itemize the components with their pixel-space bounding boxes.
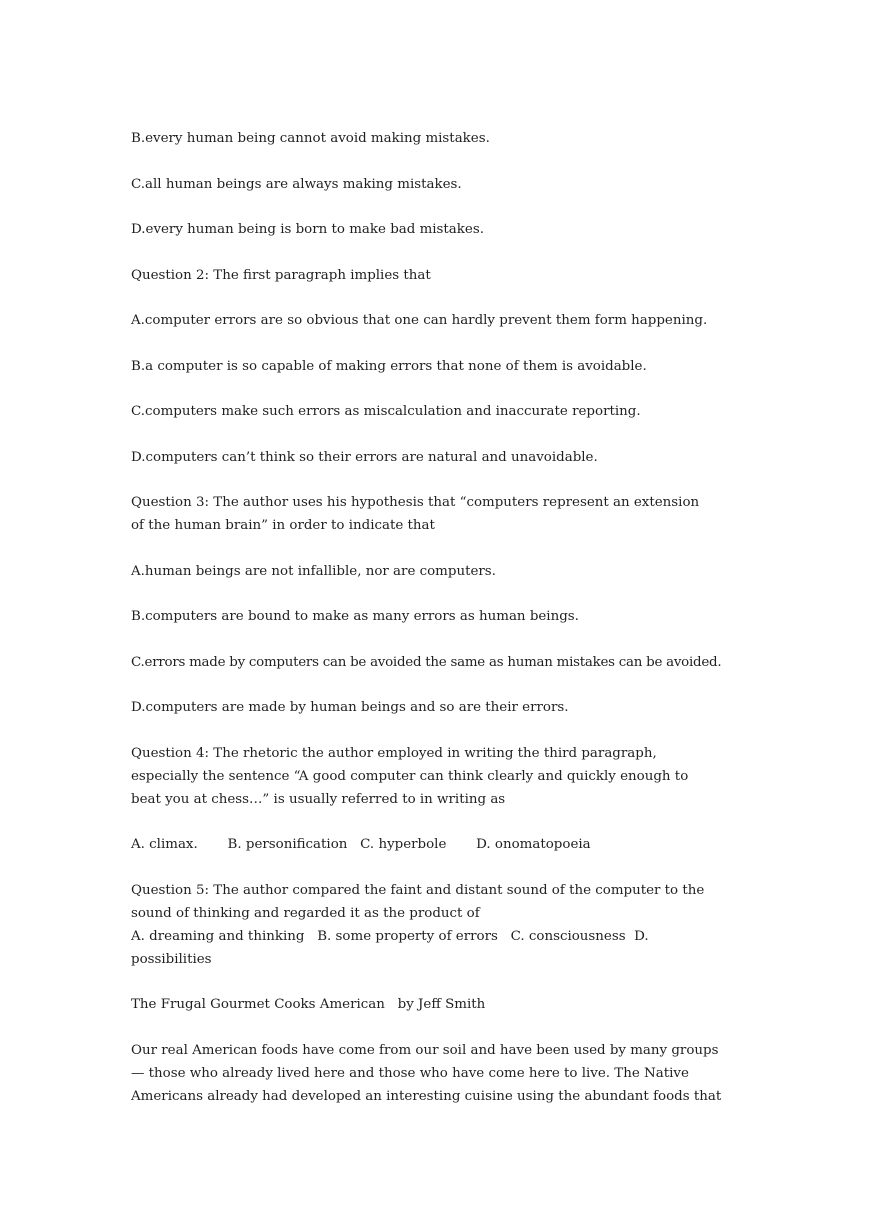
passage-line: Americans already had developed an interesting cuisine using the abundant foods that (131, 1088, 722, 1104)
passage-line: — those who already lived here and those who have come here to live. The Native (131, 1065, 689, 1081)
q1-option-d: D.every human being is born to make bad mistakes. (131, 222, 484, 237)
q1-option-c: C.all human beings are always making mistakes. (131, 176, 462, 192)
q2-option-a: A.computer errors are so obvious that one can hardly prevent them form happening. (131, 313, 708, 328)
passage-title: The Frugal Gourmet Cooks American by Jeff Smith (131, 997, 486, 1012)
q3-option-c: C.errors made by computers can be avoided the same as human mistakes can be avoided. (131, 654, 722, 670)
q3-stem-line: Question 3: The author uses his hypothesis that “computers represent an extension (131, 495, 700, 510)
q2-stem: Question 2: The first paragraph implies that (131, 267, 431, 283)
passage-paragraph (131, 1039, 741, 1108)
q3-stem (131, 491, 741, 537)
q5-options-line: A. dreaming and thinking B. some property of errors C. consciousness D. (131, 928, 649, 944)
q3-option-a: A.human beings are not infallible, nor are computers. (131, 563, 496, 579)
document-page (131, 127, 741, 1108)
q5-options-line: possibilities (131, 951, 212, 967)
q5-stem-line: Question 5: The author compared the faint and distant sound of the computer to the (131, 882, 705, 898)
q4-stem (131, 742, 741, 811)
q5-block (131, 879, 741, 971)
passage-line: Our real American foods have come from our soil and have been used by many groups (131, 1042, 719, 1058)
q4-options: A. climax. B. personification C. hyperbole D. onomatopoeia (131, 837, 591, 852)
q4-stem-line: beat you at chess…” is usually referred to in writing as (131, 791, 506, 807)
q1-option-b: B.every human being cannot avoid making mistakes. (131, 131, 490, 146)
q5-stem-line: sound of thinking and regarded it as the product of (131, 905, 480, 921)
q2-option-b: B.a computer is so capable of making errors that none of them is avoidable. (131, 358, 647, 374)
q4-stem-line: Question 4: The rhetoric the author employed in writing the third paragraph, (131, 745, 657, 761)
q2-option-d: D.computers can’t think so their errors are natural and unavoidable. (131, 449, 598, 465)
q2-option-c: C.computers make such errors as miscalculation and inaccurate reporting. (131, 404, 641, 419)
q3-stem-line: of the human brain” in order to indicate that (131, 518, 435, 533)
q3-option-b: B.computers are bound to make as many errors as human beings. (131, 609, 579, 624)
q4-stem-line: especially the sentence “A good computer can think clearly and quickly enough to (131, 768, 689, 784)
q3-option-d: D.computers are made by human beings and so are their errors. (131, 700, 569, 715)
